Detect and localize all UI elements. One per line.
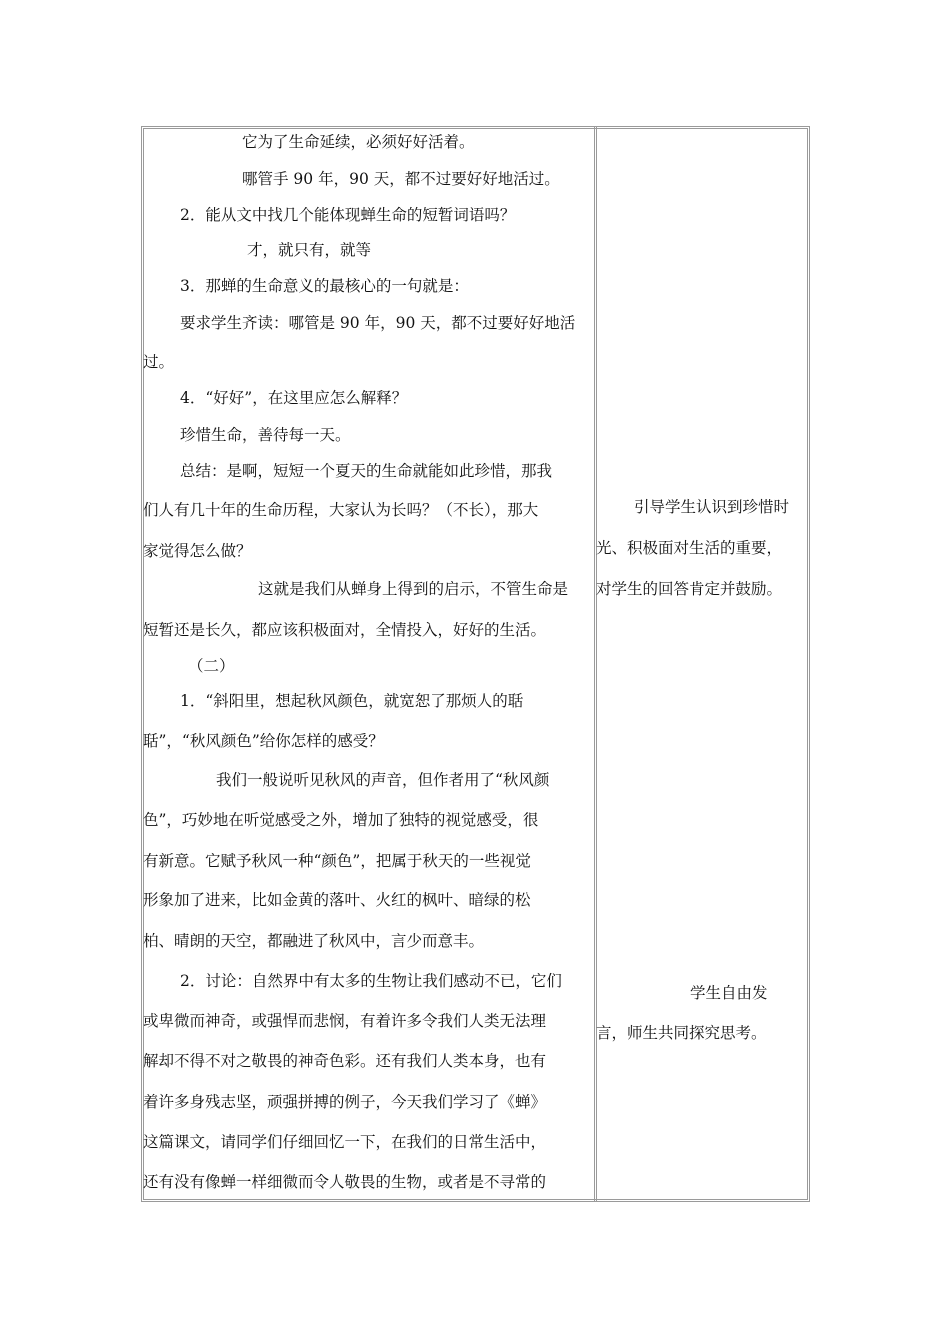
text-line: 才，就只有，就等 — [247, 241, 372, 259]
text-line: 短暂还是长久，都应该积极面对，全情投入，好好的生活。 — [143, 621, 547, 639]
text-line: 2．讨论：自然界中有太多的生物让我们感动不已，它们 — [180, 972, 562, 990]
text-line: 这篇课文，请同学们仔细回忆一下，在我们的日常生活中， — [143, 1133, 547, 1151]
text-line: 过。 — [143, 353, 175, 371]
text-line: 柏、晴朗的天空，都融进了秋风中，言少而意丰。 — [143, 932, 485, 950]
note-line: 言，师生共同探究思考。 — [596, 1024, 767, 1042]
text-line: 这就是我们从蝉身上得到的启示，不管生命是 — [258, 580, 569, 598]
text-line: 2．能从文中找几个能体现蝉生命的短暂词语吗？ — [180, 206, 516, 224]
text-line: 哪管手 90 年，90 天，都不过要好好地活过。 — [242, 170, 560, 188]
text-line: 要求学生齐读：哪管是 90 年，90 天，都不过要好好地活 — [180, 314, 576, 332]
text-line: 它为了生命延续，必须好好活着。 — [242, 133, 475, 151]
text-line: 家觉得怎么做？ — [143, 542, 252, 560]
note-line: 光、积极面对生活的重要， — [596, 539, 783, 557]
text-line: 着许多身残志坚，顽强拼搏的例子，今天我们学习了《蝉》 — [143, 1093, 547, 1111]
text-line: 3．那蝉的生命意义的最核心的一句就是： — [180, 277, 469, 295]
text-line: 聒”，“秋风颜色”给你怎样的感受？ — [143, 732, 384, 750]
text-line: 或卑微而神奇，或强悍而悲悯，有着许多令我们人类无法理 — [143, 1012, 547, 1030]
text-line: 1．“斜阳里，想起秋风颜色，就宽恕了那烦人的聒 — [180, 692, 524, 710]
text-line: 们人有几十年的生命历程，大家认为长吗？（不长），那大 — [143, 501, 539, 519]
note-line: 学生自由发 — [690, 984, 768, 1002]
text-line: 4．“好好”，在这里应怎么解释？ — [180, 389, 408, 407]
text-line: 总结：是啊，短短一个夏天的生命就能如此珍惜，那我 — [180, 462, 553, 480]
text-line: 珍惜生命，善待每一天。 — [180, 426, 351, 444]
text-line: 我们一般说听见秋风的声音，但作者用了“秋风颜 — [216, 771, 550, 789]
text-line: 形象加了进来，比如金黄的落叶、火红的枫叶、暗绿的松 — [143, 891, 531, 909]
note-line: 对学生的回答肯定并鼓励。 — [596, 580, 783, 598]
text-line: （二） — [188, 657, 235, 675]
text-line: 还有没有像蝉一样细微而令人敬畏的生物，或者是不寻常的 — [143, 1173, 547, 1191]
note-line: 引导学生认识到珍惜时 — [634, 498, 790, 516]
text-line: 解却不得不对之敬畏的神奇色彩。还有我们人类本身，也有 — [143, 1052, 547, 1070]
text-line: 有新意。它赋予秋风一种“颜色”，把属于秋天的一些视觉 — [143, 852, 531, 870]
text-line: 色”，巧妙地在听觉感受之外，增加了独特的视觉感受，很 — [143, 811, 539, 829]
